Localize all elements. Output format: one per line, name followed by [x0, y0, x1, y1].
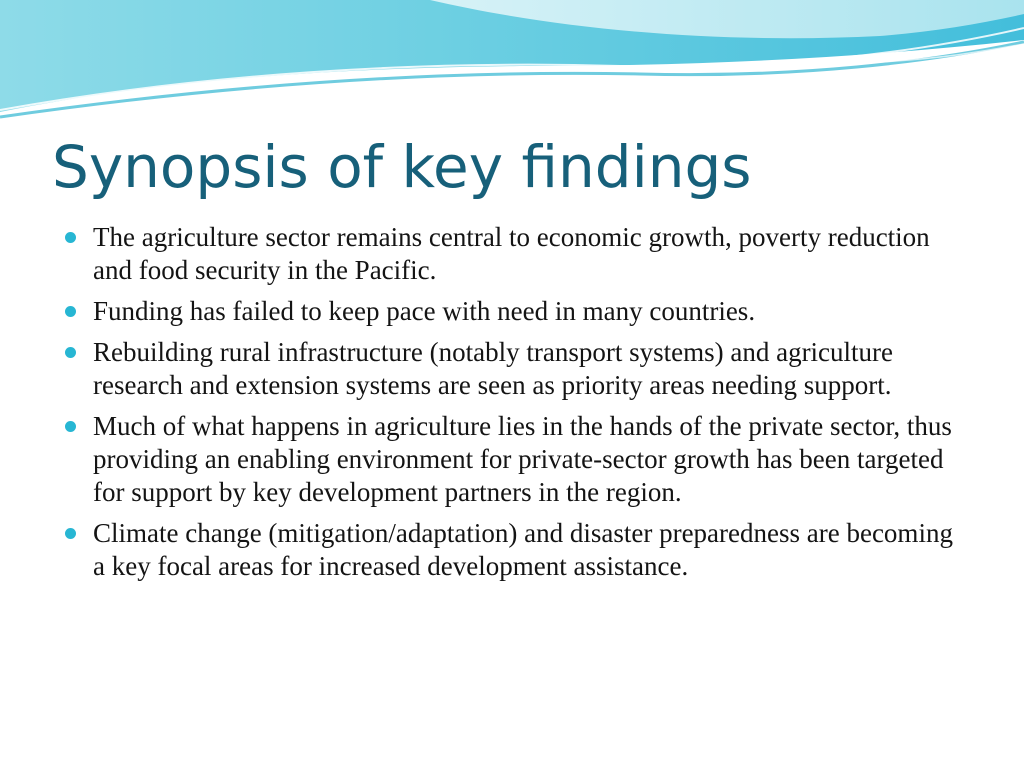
- bullet-text: Climate change (mitigation/adaptation) and disaster preparedness are becoming a key focal areas for increased development assistance.: [93, 518, 953, 581]
- bullet-dot-icon: [65, 306, 76, 317]
- decorative-wave-banner: [0, 0, 1024, 120]
- bullet-text: Funding has failed to keep pace with need in many countries.: [93, 296, 756, 326]
- bullet-item: [60, 336, 955, 402]
- slide-title: Synopsis of key findings: [52, 133, 752, 201]
- bullet-text: Much of what happens in agriculture lies in the hands of the private sector, thus providing an enabling environment for private-sector growth has been targeted for support by key development partners in the region.: [93, 411, 952, 507]
- bullet-item: [60, 295, 955, 328]
- bullet-dot-icon: [65, 528, 76, 539]
- bullet-text: Rebuilding rural infrastructure (notably transport systems) and agriculture research and extension systems are seen as priority areas needing support.: [93, 337, 894, 400]
- bullet-list: [60, 221, 955, 591]
- bullet-item: [60, 410, 955, 509]
- bullet-item: [60, 517, 955, 583]
- bullet-item: [60, 221, 955, 287]
- bullet-dot-icon: [65, 347, 76, 358]
- bullet-dot-icon: [65, 421, 76, 432]
- bullet-text: The agriculture sector remains central to economic growth, poverty reduction and food security in the Pacific.: [93, 222, 930, 285]
- bullet-dot-icon: [65, 232, 76, 243]
